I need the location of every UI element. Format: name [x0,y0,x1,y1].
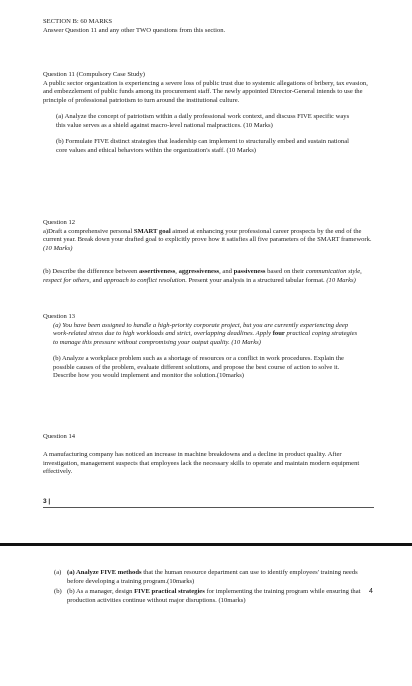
section-header [43,18,383,35]
q12a-text-1: a)Draft a comprehensive personal [43,227,134,235]
section-title: SECTION B: 60 MARKS [43,18,113,25]
question-14-title: Question 14 [43,433,76,440]
q13a-marks: (10 Marks) [231,338,261,346]
q13a-text-2: practical coping strategies to manage this pressure without compromising your output quality. [53,330,358,346]
question-13-part-a [53,322,363,348]
q12b-text-2: , [175,268,179,275]
question-12-part-b [43,268,373,285]
question-11-intro: A public sector organization is experiencing a severe loss of public trust due to systemic allegations of bribery, tax evasion, and embezzlement of public funds among its procurement staff. The newly appointed Director-General intends to use the principle of professional patriotism to turn around the institutional culture. [43,79,368,104]
q14a-body [67,569,372,586]
question-12-title: Question 12 [43,219,76,226]
question-13 [43,313,373,381]
question-11-title: Question 11 (Compulsory Case Study) [43,71,145,78]
q12b-marks: (10 Marks) [326,276,356,284]
q12b-respect-for-others: respect for others [43,276,90,284]
page-number: 4 [369,588,373,595]
q14a-text-1: (a) Analyze [67,569,101,576]
q12a-smart-goal: SMART goal [133,227,171,235]
q12a-marks: (10 Marks) [43,244,73,252]
question-14-parts [54,569,372,607]
q14b-text-1: (b) As a manager, design [67,588,135,595]
question-13-part-b: (b) Analyze a workplace problem such as a shortage of resources or a conflict in work procedures. Explain the possible causes of the problem, evaluate different solutions, and propose the best course of action to solve it. Describe how you would implement and monitor the solution.(10marks) [53,355,344,379]
question-14-part-a [54,569,372,586]
q12b-text-1: (b) Describe the difference between [43,268,139,275]
q12b-text-7: . Present your analysis in a structured tabular format. [185,276,327,284]
q12b-aggressiveness: aggressiveness [178,268,220,275]
section-instruction: Answer Question 11 and any other TWO questions from this section. [43,26,226,34]
q14a-text-2: that the human resource department can use to identify employees' training needs before developing a training program.(10marks) [67,569,358,585]
q14a-five-methods: FIVE methods [100,569,142,576]
q12b-text-5: , [360,268,362,275]
page-marker: 3 | [43,498,51,505]
question-11 [43,71,373,155]
question-14-scenario: A manufacturing company has noticed an increase in machine breakdowns and a decline in product quality. After investigation, management suspects that employees lack the necessary skills to operate and maintain modern equipment effectively. [43,451,360,475]
q12b-text-3: , and [219,268,234,275]
divider-line [43,507,374,508]
q14b-label: (b) [54,588,62,595]
page-break-band [0,543,412,546]
q14b-five-strategies: FIVE practical strategies [134,588,205,595]
q14a-label: (a) [54,569,62,576]
question-14-part-b [54,588,372,605]
question-13-parts [53,322,363,381]
q12b-text-6: , and [89,276,104,284]
q12b-assertiveness: assertiveness [139,268,176,275]
q14b-text-2: for implementing the training program while ensuring that production activities continue without major disruptions. (10marks) [67,588,361,604]
q12a-text-2: aimed at enhancing your professional career prospects by the end of the current year. Break down your drafted goal to explicitly prove how it satisfies all five parameters of the SMART framework. [43,227,372,243]
question-13-title: Question 13 [43,313,76,320]
q12b-conflict-resolution: approach to conflict resolution [103,276,186,284]
q13a-text-1: (a) You have been assigned to handle a high-priority corporate project, but you are currently experiencing deep work-related stress due to high workloads and strict, overlapping deadlines. Apply [53,321,349,337]
q12b-text-4: based on their [265,268,306,275]
q12b-communication-style: communication style [305,268,361,275]
q13a-four: four [272,330,285,337]
q14b-body [67,588,372,605]
question-11-part-a: (a) Analyze the concept of patriotism within a daily professional work context, and discuss FIVE specific ways this value serves as a shield against macro-level national malpractices. (10 Marks) [56,113,350,129]
question-11-part-b: (b) Formulate FIVE distinct strategies that leadership can implement to structurally embed and sustain national core values and ethical behaviors within the organization's staff. (10 Marks) [56,138,349,154]
question-12 [43,219,373,253]
question-12-part-a [43,228,373,254]
spacer [53,347,363,355]
q12b-passiveness: passiveness [233,268,266,275]
